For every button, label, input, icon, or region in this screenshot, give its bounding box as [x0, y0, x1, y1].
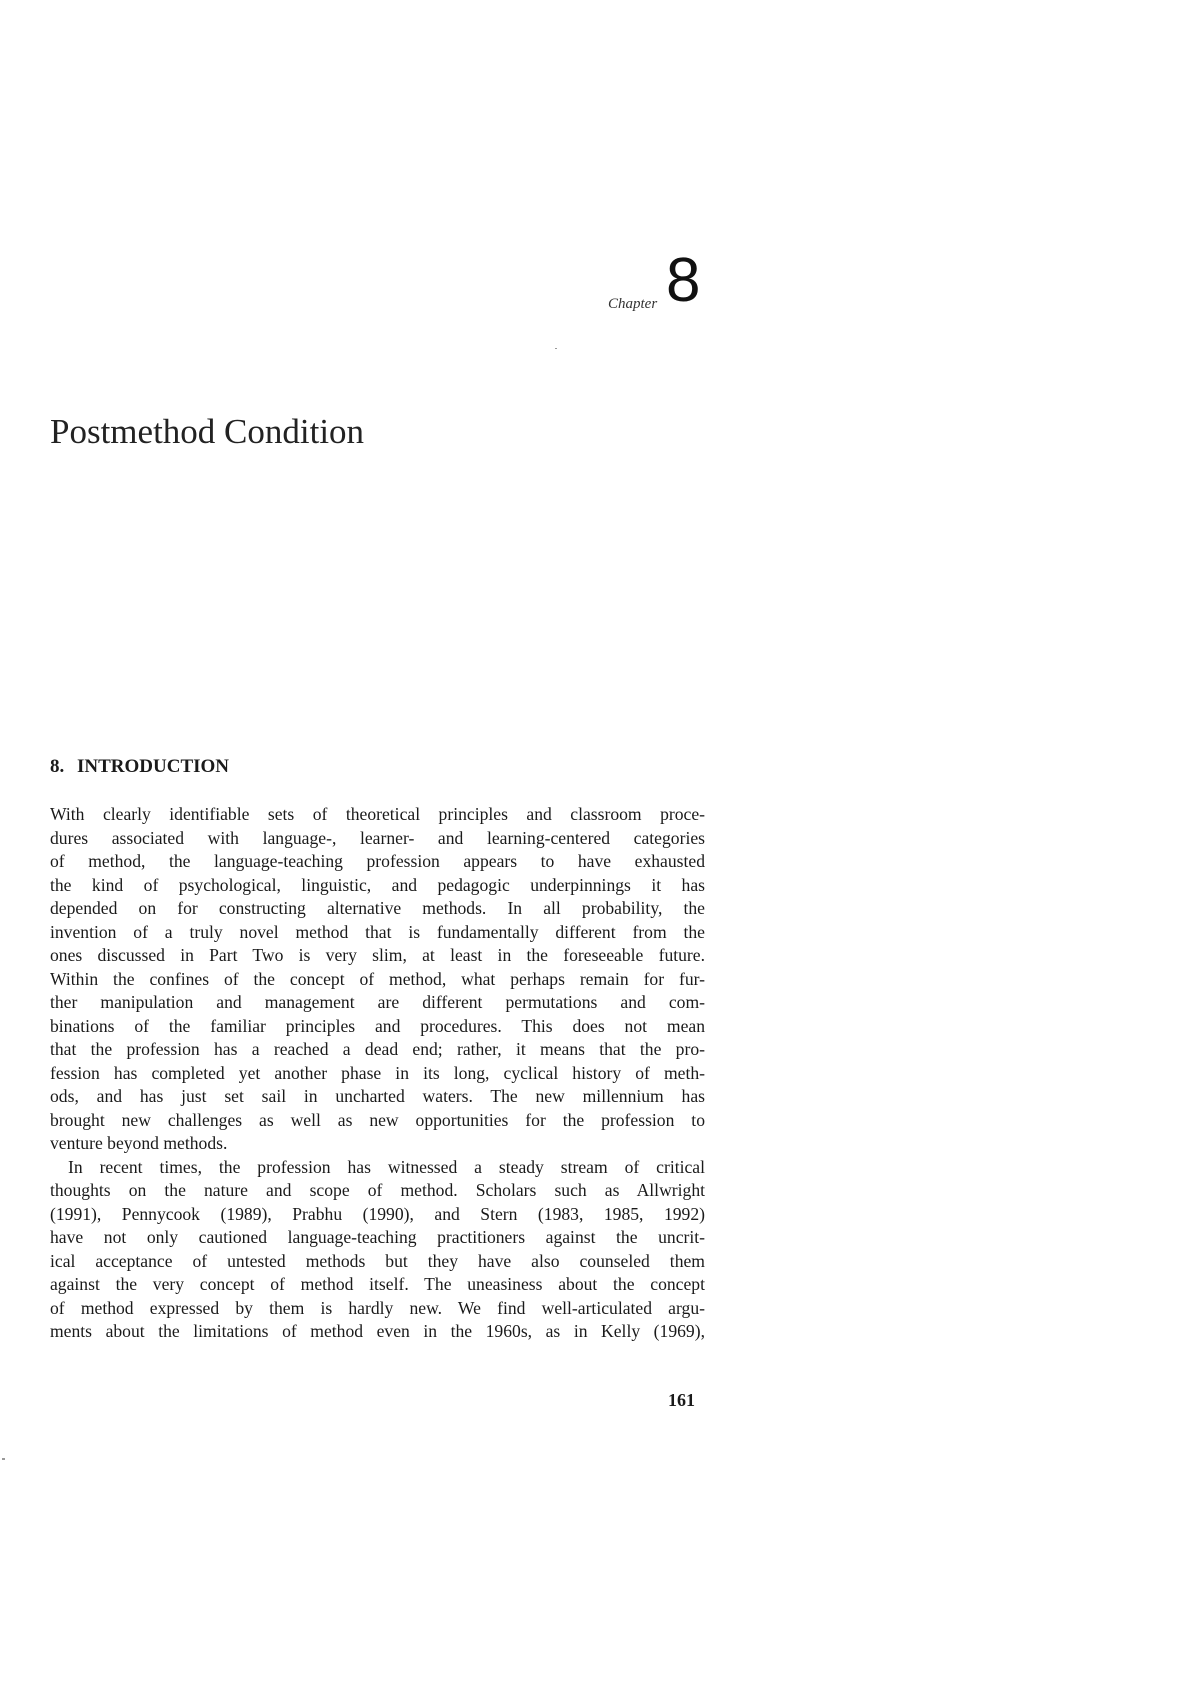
text-line: ther manipulation and management are different permutations and com-: [50, 992, 705, 1012]
text-line: fession has completed yet another phase in its long, cyclical history of meth-: [50, 1062, 705, 1083]
chapter-number: 8: [666, 246, 701, 315]
section-number: 8.: [50, 756, 65, 777]
body-text: [50, 803, 705, 1344]
text-line: Within the confines of the concept of method, what perhaps remain for fur-: [50, 968, 705, 989]
section-heading: [50, 756, 229, 778]
page-number: 161: [668, 1390, 695, 1410]
speck-mark: [555, 348, 557, 349]
text-line: have not only cautioned language-teaching practitioners against the uncrit-: [50, 1227, 705, 1247]
text-line: against the very concept of method itself. The uneasiness about the concept: [50, 1274, 705, 1294]
text-line: dures associated with language-, learner- and learning-centered categories: [50, 827, 705, 848]
margin-speck: [2, 1458, 5, 1460]
text-line: venture beyond methods.: [50, 1133, 228, 1153]
text-line: ments about the limitations of method even in the 1960s, as in Kelly (1969),: [50, 1321, 705, 1341]
text-line: the kind of psychological, linguistic, and pedagogic underpinnings it has: [50, 874, 705, 895]
text-line: of method expressed by them is hardly new. We find well-articulated argu-: [50, 1297, 705, 1318]
text-line: ical acceptance of untested methods but they have also counseled them: [50, 1250, 705, 1271]
text-line: ods, and has just set sail in uncharted waters. The new millennium has: [50, 1086, 705, 1106]
text-line: of method, the language-teaching profession appears to have exhausted: [50, 851, 705, 871]
text-line: In recent times, the profession has witnessed a steady stream of critical: [68, 1156, 705, 1177]
chapter-mark: [600, 246, 710, 320]
text-line: binations of the familiar principles and procedures. This does not mean: [50, 1015, 705, 1036]
text-line: With clearly identifiable sets of theoretical principles and classroom proce-: [50, 804, 705, 824]
chapter-label: Chapter: [608, 296, 658, 312]
text-line: thoughts on the nature and scope of method. Scholars such as Allwright: [50, 1180, 705, 1200]
paragraph: [50, 803, 705, 1156]
section-title: INTRODUCTION: [77, 756, 230, 777]
text-line: invention of a truly novel method that is fundamentally different from the: [50, 921, 705, 942]
text-line: depended on for constructing alternative methods. In all probability, the: [50, 898, 705, 918]
text-line: (1991), Pennycook (1989), Prabhu (1990), and Stern (1983, 1985, 1992): [50, 1203, 705, 1224]
text-line: brought new challenges as well as new opportunities for the profession to: [50, 1109, 705, 1130]
chapter-title: Postmethod Condition: [50, 412, 365, 451]
paragraph: [50, 1156, 705, 1344]
text-line: ones discussed in Part Two is very slim, at least in the foreseeable future.: [50, 945, 705, 965]
text-line: that the profession has a reached a dead end; rather, it means that the pro-: [50, 1039, 705, 1059]
